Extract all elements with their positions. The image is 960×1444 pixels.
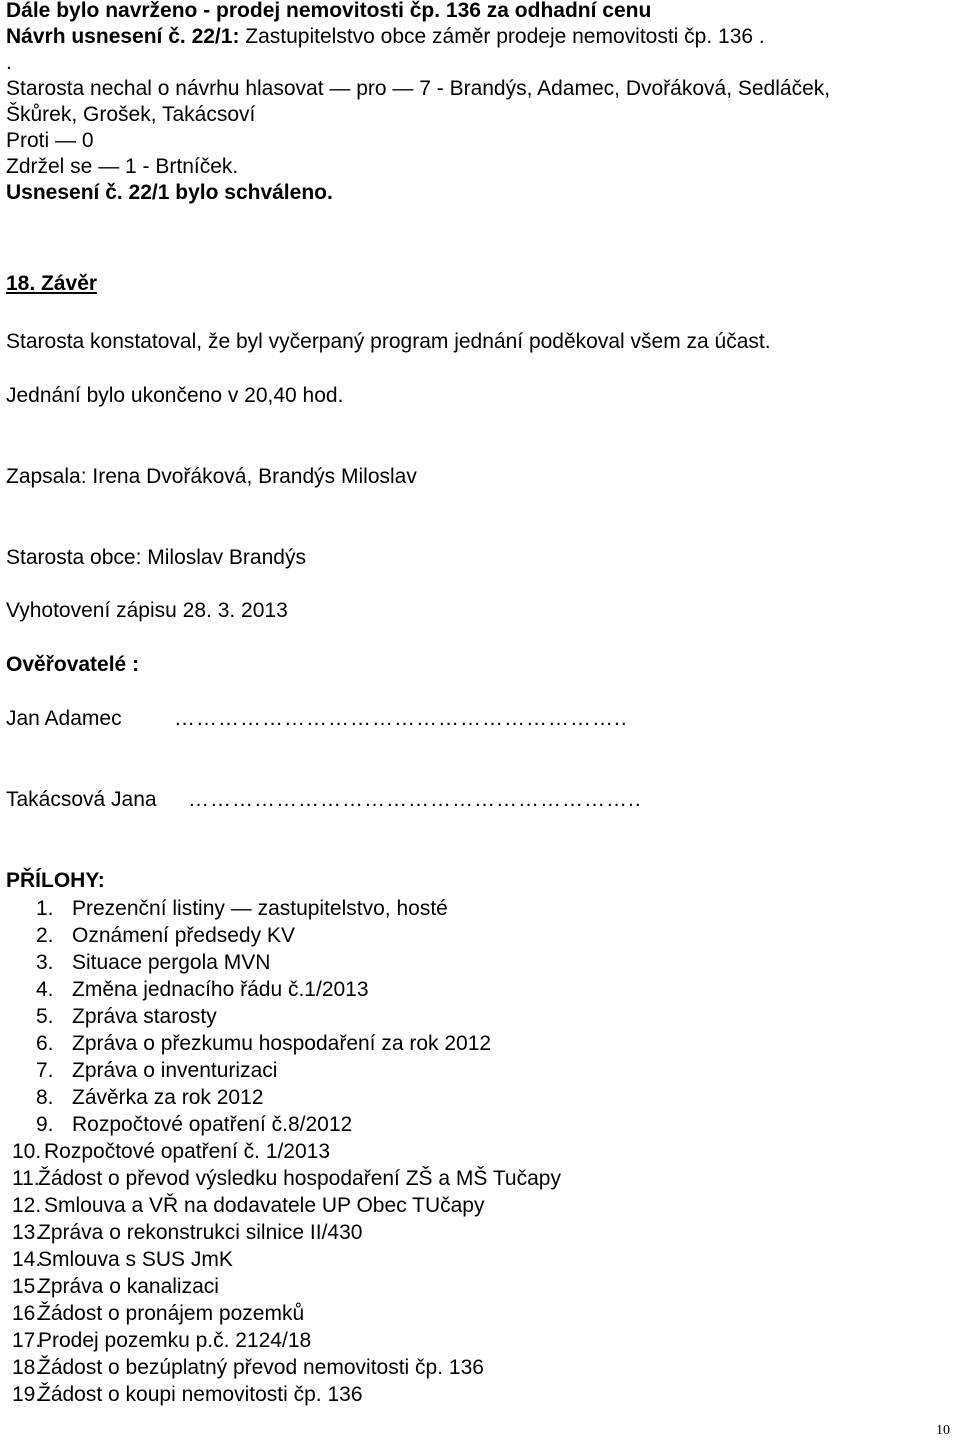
verifier-2-signature-line: …………………………………………………….. <box>188 788 642 811</box>
intro-line-3: . <box>6 51 12 74</box>
resolution-approved: Usnesení č. 22/1 bylo schváleno. <box>6 181 333 204</box>
attachments-heading: PŘÍLOHY: <box>6 869 105 892</box>
intro-block <box>6 0 830 206</box>
mayor: Starosta obce: Miloslav Brandýs <box>6 546 306 569</box>
verifier-1-signature-line: …………………………………………………….. <box>174 707 628 730</box>
section-text-2: Jednání bylo ukončeno v 20,40 hod. <box>6 384 344 407</box>
vote-abstain: Zdržel se — 1 - Brtníček. <box>6 155 239 178</box>
verifier-1-name: Jan Adamec <box>6 707 122 730</box>
resolution-proposal-label: Návrh usnesení č. 22/1: <box>6 25 240 48</box>
resolution-proposal-text: Zastupitelstvo obce záměr prodeje nemovitosti čp. 136 . <box>239 25 765 48</box>
recorded-by: Zapsala: Irena Dvořáková, Brandýs Miloslav <box>6 465 417 488</box>
vote-line: Starosta nechal o návrhu hlasovat — pro — 7 - Brandýs, Adamec, Dvořáková, Sedláček, <box>6 77 831 100</box>
vote-against: Proti — 0 <box>6 129 94 152</box>
verifiers-heading: Ověřovatelé : <box>6 653 140 676</box>
minutes-date: Vyhotovení zápisu 28. 3. 2013 <box>6 599 288 622</box>
section-heading: 18. Závěr <box>6 272 98 295</box>
verifier-2-name: Takácsová Jana <box>6 788 157 811</box>
resolution-proposal <box>6 24 830 50</box>
page-number: 10 <box>936 1423 950 1438</box>
intro-line-1: Dále bylo navrženo - prodej nemovitosti čp. 136 za odhadní cenu <box>6 0 652 22</box>
section-text-1: Starosta konstatoval, že byl vyčerpaný program jednání poděkoval všem za účast. <box>6 330 771 353</box>
vote-names-line: Škůrek, Grošek, Takácsoví <box>6 103 256 126</box>
